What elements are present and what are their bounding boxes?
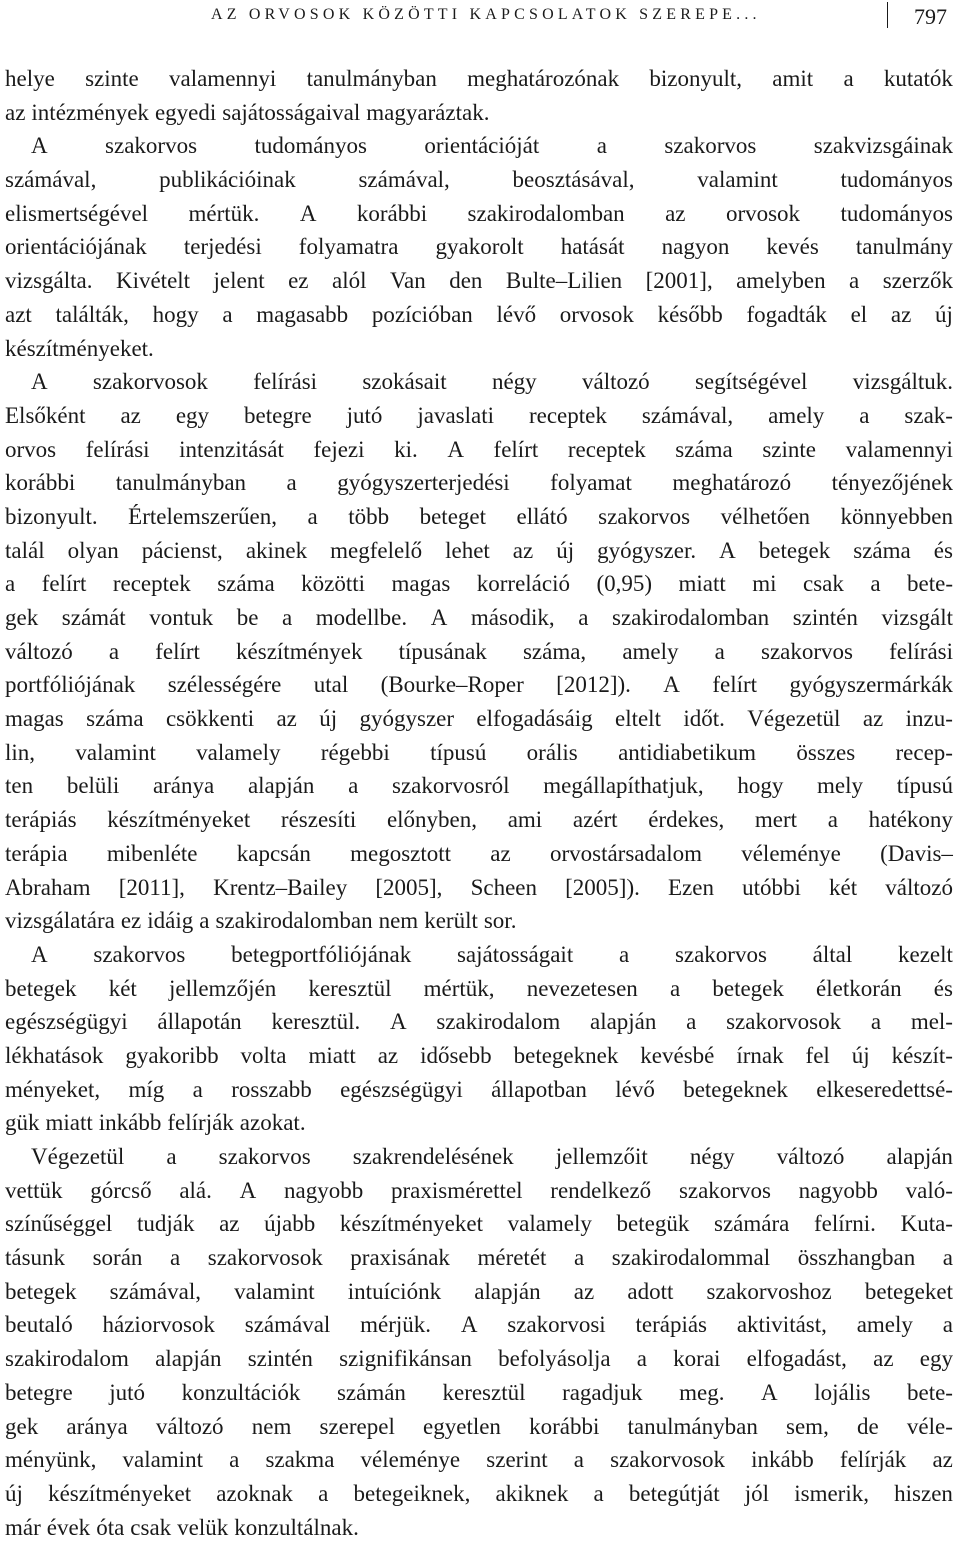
page-number: 797 bbox=[914, 4, 947, 29]
text-line: vizsgálta. Kivételt jelent ez alól Van den Bulte–Lilien [2001], amelyben a szerzők bbox=[5, 268, 953, 294]
text-line: szakirodalom alapján szintén szignifikánsan befolyásolja a korai elfogadást, az egy bbox=[5, 1346, 953, 1372]
text-line: portfóliójának szélességére utal (Bourke–Roper [2012]). A felírt gyógyszermárkák bbox=[5, 672, 953, 698]
running-title: AZ ORVOSOK KÖZÖTTI KAPCSOLATOK SZEREPE... bbox=[211, 6, 761, 23]
header-divider bbox=[887, 2, 888, 28]
text-line: terápia mibenléte kapcsán megosztott az orvostársadalom véleménye (Davis– bbox=[5, 840, 953, 866]
text-line: bizonyult. Értelemszerűen, a több beteget ellátó szakorvos vélhetően könnyebben bbox=[5, 503, 953, 529]
text-line: ten belüli aránya alapján a szakorvosról megállapíthatjuk, hogy mely típusú bbox=[5, 773, 953, 799]
text-line: A szakorvos betegportfóliójának sajátosságait a szakorvos által kezelt bbox=[31, 941, 953, 967]
text-line: a felírt receptek száma közötti magas korreláció (0,95) miatt mi csak a bete- bbox=[5, 571, 953, 597]
text-line: betegek számával, valamint intuíciónk alapján az adott szakorvoshoz betegeket bbox=[5, 1278, 953, 1304]
text-line: Végezetül a szakorvos szakrendelésének jellemzőit négy változó alapján bbox=[31, 1144, 953, 1169]
text-line: változó a felírt készítmények típusának száma, amely a szakorvos felírási bbox=[5, 638, 953, 664]
text-line: magas száma csökkenti az új gyógyszer elfogadásáig eltelt időt. Végezetül az inzu- bbox=[5, 706, 953, 732]
text-line: ményeket, míg a rosszabb egészségügyi állapotban lévő betegeknek elkeseredettsé- bbox=[5, 1076, 953, 1102]
text-line: vizsgálatára ez idáig a szakirodalomban nem került sor. bbox=[5, 908, 517, 934]
text-line: már évek óta csak velük konzultálnak. bbox=[5, 1514, 359, 1540]
text-line: új készítményeket azoknak a betegeiknek, akiknek a betegútját jól ismerik, hiszen bbox=[5, 1480, 953, 1506]
text-line: színűséggel tudják az újabb készítményeket valamely betegük számára felírni. Kuta- bbox=[5, 1211, 953, 1237]
text-line: betegre jutó konzultációk számán keresztül ragadjuk meg. A lojális bete- bbox=[5, 1379, 953, 1405]
text-line: terápiás készítményeket részesíti előnyben, ami azért érdekes, mert a hatékony bbox=[5, 807, 953, 833]
running-head bbox=[211, 2, 951, 32]
text-line: talál olyan pácienst, akinek megfelelő lehet az új gyógyszer. A betegek száma és bbox=[5, 537, 953, 563]
text-line: helye szinte valamennyi tanulmányban meghatározónak bizonyult, amit a kutatók bbox=[5, 66, 953, 91]
text-line: orientációjának terjedési folyamatra gyakorolt hatását nagyon kevés tanulmány bbox=[5, 234, 953, 260]
body-text bbox=[5, 62, 953, 1544]
text-line: gük miatt inkább felírják azokat. bbox=[5, 1110, 306, 1136]
text-line: ményünk, valamint a szakma véleménye szerint a szakorvosok inkább felírják az bbox=[5, 1447, 953, 1473]
text-line: tásunk során a szakorvosok praxisának méretét a szakirodalommal összhangban a bbox=[5, 1245, 953, 1271]
text-line: gek aránya változó nem szerepel egyetlen korábbi tanulmányban sem, de véle- bbox=[5, 1413, 953, 1439]
text-line: orvos felírási intenzitását fejezi ki. A felírt receptek száma szinte valamennyi bbox=[5, 436, 953, 462]
text-line: A szakorvos tudományos orientációját a szakorvos szakvizsgáinak bbox=[31, 133, 953, 159]
text-line: azt találták, hogy a magasabb pozícióban lévő orvosok később fogadták el az új bbox=[5, 301, 953, 327]
text-line: Elsőként az egy betegre jutó javaslati receptek számával, amely a szak- bbox=[5, 402, 953, 428]
text-line: az intézmények egyedi sajátosságaival magyaráztak. bbox=[5, 99, 490, 125]
text-line: lékhatások gyakoribb volta miatt az idősebb betegeknek kevésbé írnak fel új készít- bbox=[5, 1042, 953, 1068]
text-line: vettük górcső alá. A nagyobb praxismérettel rendelkező szakorvos nagyobb való- bbox=[5, 1177, 953, 1203]
text-line: A szakorvosok felírási szokásait négy változó segítségével vizsgáltuk. bbox=[31, 369, 953, 395]
text-line: Abraham [2011], Krentz–Bailey [2005], Scheen [2005]). Ezen utóbbi két változó bbox=[5, 874, 953, 900]
text-line: lin, valamint valamely régebbi típusú orális antidiabetikum összes recep- bbox=[5, 739, 953, 765]
text-line: egészségügyi állapotán keresztül. A szakirodalom alapján a szakorvosok a mel- bbox=[5, 1009, 953, 1035]
text-line: betegek két jellemzőjén keresztül mértük, nevezetesen a betegek életkorán és bbox=[5, 975, 953, 1001]
text-line: számával, publikációinak számával, beosztásával, valamint tudományos bbox=[5, 167, 953, 193]
text-line: korábbi tanulmányban a gyógyszerterjedési folyamat meghatározó tényezőjének bbox=[5, 470, 953, 496]
text-line: készítményeket. bbox=[5, 335, 154, 361]
text-line: beutaló háziorvosok számával mérjük. A szakorvosi terápiás aktivitást, amely a bbox=[5, 1312, 953, 1338]
text-line: elismertségével mértük. A korábbi szakirodalomban az orvosok tudományos bbox=[5, 200, 953, 226]
text-line: gek számát vontuk be a modellbe. A második, a szakirodalomban szintén vizsgált bbox=[5, 605, 953, 630]
